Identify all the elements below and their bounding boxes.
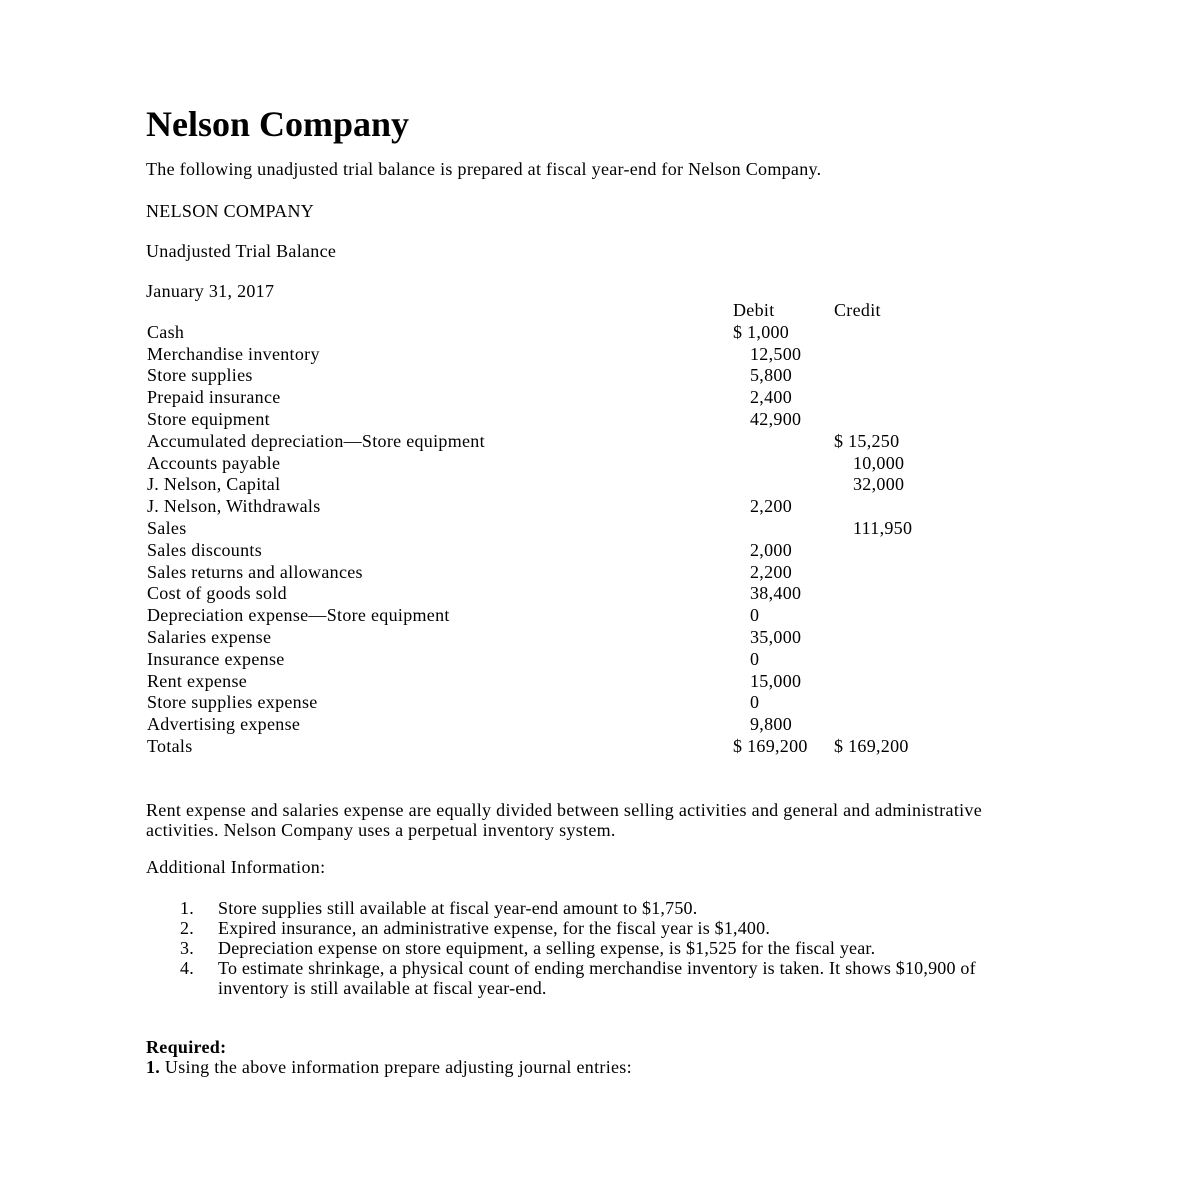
list-item bbox=[146, 958, 1046, 998]
debit-value: 9,800 bbox=[750, 714, 792, 735]
account-name: Accounts payable bbox=[147, 452, 281, 473]
credit-column-header: Credit bbox=[834, 300, 881, 320]
table-row bbox=[146, 344, 1046, 366]
list-item-number: 2. bbox=[180, 918, 194, 938]
debit-value: 15,000 bbox=[750, 670, 802, 691]
credit-value: 10,000 bbox=[853, 452, 905, 473]
list-item bbox=[146, 898, 1046, 918]
account-name: Cash bbox=[147, 321, 185, 342]
table-row bbox=[146, 322, 1046, 344]
table-row bbox=[146, 736, 1046, 758]
table-row bbox=[146, 627, 1046, 649]
required-section bbox=[146, 1037, 632, 1077]
credit-value: 111,950 bbox=[853, 517, 913, 538]
list-item-text: Expired insurance, an administrative expense, for the fiscal year is $1,400. bbox=[218, 918, 771, 938]
document-page bbox=[146, 100, 1046, 1077]
account-name: Depreciation expense—Store equipment bbox=[147, 605, 450, 626]
debit-value: $ 1,000 bbox=[733, 321, 790, 342]
list-item bbox=[146, 918, 1046, 938]
statement-date: January 31, 2017 bbox=[146, 281, 275, 301]
debit-value: 2,200 bbox=[750, 496, 792, 517]
list-item-text: Depreciation expense on store equipment, a selling expense, is $1,525 for the fiscal year. bbox=[218, 938, 876, 958]
list-item-number: 3. bbox=[180, 938, 194, 958]
account-name: Totals bbox=[147, 735, 193, 756]
debit-value: 2,400 bbox=[750, 387, 792, 408]
required-text: Using the above information prepare adjusting journal entries: bbox=[164, 1057, 632, 1077]
table-row bbox=[146, 496, 1046, 518]
account-name: Store equipment bbox=[147, 408, 270, 429]
account-name: Prepaid insurance bbox=[147, 387, 281, 408]
credit-value: 32,000 bbox=[853, 474, 905, 495]
account-name: Advertising expense bbox=[147, 714, 301, 735]
company-name: NELSON COMPANY bbox=[146, 201, 315, 221]
credit-value: $ 169,200 bbox=[834, 735, 909, 756]
debit-value: 2,200 bbox=[750, 561, 792, 582]
credit-value: $ 15,250 bbox=[834, 430, 900, 451]
list-item-number: 1. bbox=[180, 898, 194, 918]
list-item-text: To estimate shrinkage, a physical count of ending merchandise inventory is taken. It shows $10,900 of inventory is still available at fiscal year-end. bbox=[218, 958, 976, 998]
page-title: Nelson Company bbox=[146, 104, 410, 144]
account-name: Rent expense bbox=[147, 670, 248, 691]
required-number: 1. bbox=[146, 1057, 161, 1077]
account-name: Sales returns and allowances bbox=[147, 561, 363, 582]
table-row bbox=[146, 714, 1046, 736]
table-row bbox=[146, 474, 1046, 496]
account-name: Accumulated depreciation—Store equipment bbox=[147, 430, 485, 451]
debit-value: 2,000 bbox=[750, 539, 792, 560]
account-name: Merchandise inventory bbox=[147, 343, 320, 364]
table-row bbox=[146, 387, 1046, 409]
table-row bbox=[146, 583, 1046, 605]
required-label: Required: bbox=[146, 1037, 227, 1057]
debit-value: 35,000 bbox=[750, 626, 802, 647]
account-name: Insurance expense bbox=[147, 648, 285, 669]
table-row bbox=[146, 649, 1046, 671]
policy-paragraph: Rent expense and salaries expense are equally divided between selling activities and general and administrative activities. Nelson Company uses a perpetual inventory system. bbox=[146, 800, 983, 840]
table-row bbox=[146, 431, 1046, 453]
debit-value: 38,400 bbox=[750, 583, 802, 604]
list-item bbox=[146, 938, 1046, 958]
list-item-text: Store supplies still available at fiscal year-end amount to $1,750. bbox=[218, 898, 698, 918]
statement-title: Unadjusted Trial Balance bbox=[146, 241, 337, 261]
debit-value: $ 169,200 bbox=[733, 735, 808, 756]
debit-value: 12,500 bbox=[750, 343, 802, 364]
debit-column-header: Debit bbox=[733, 300, 775, 320]
account-name: Salaries expense bbox=[147, 626, 272, 647]
account-name: Sales bbox=[147, 517, 187, 538]
table-row bbox=[146, 540, 1046, 562]
table-row bbox=[146, 671, 1046, 693]
table-row bbox=[146, 562, 1046, 584]
additional-info-list bbox=[146, 898, 1046, 998]
debit-value: 0 bbox=[750, 605, 760, 626]
list-item-number: 4. bbox=[180, 958, 194, 978]
account-name: Sales discounts bbox=[147, 539, 262, 560]
debit-value: 5,800 bbox=[750, 365, 792, 386]
account-name: Store supplies expense bbox=[147, 692, 318, 713]
table-row bbox=[146, 605, 1046, 627]
table-row bbox=[146, 409, 1046, 431]
additional-info-label: Additional Information: bbox=[146, 857, 326, 877]
table-header bbox=[146, 300, 1046, 322]
account-name: Store supplies bbox=[147, 365, 253, 386]
account-name: J. Nelson, Capital bbox=[147, 474, 281, 495]
debit-value: 0 bbox=[750, 692, 760, 713]
debit-value: 0 bbox=[750, 648, 760, 669]
account-name: J. Nelson, Withdrawals bbox=[147, 496, 321, 517]
debit-value: 42,900 bbox=[750, 408, 802, 429]
table-row bbox=[146, 453, 1046, 475]
account-name: Cost of goods sold bbox=[147, 583, 287, 604]
table-row bbox=[146, 518, 1046, 540]
trial-balance-table bbox=[146, 300, 1046, 758]
table-row bbox=[146, 365, 1046, 387]
table-row bbox=[146, 692, 1046, 714]
intro-text: The following unadjusted trial balance is prepared at fiscal year-end for Nelson Company. bbox=[146, 159, 822, 179]
